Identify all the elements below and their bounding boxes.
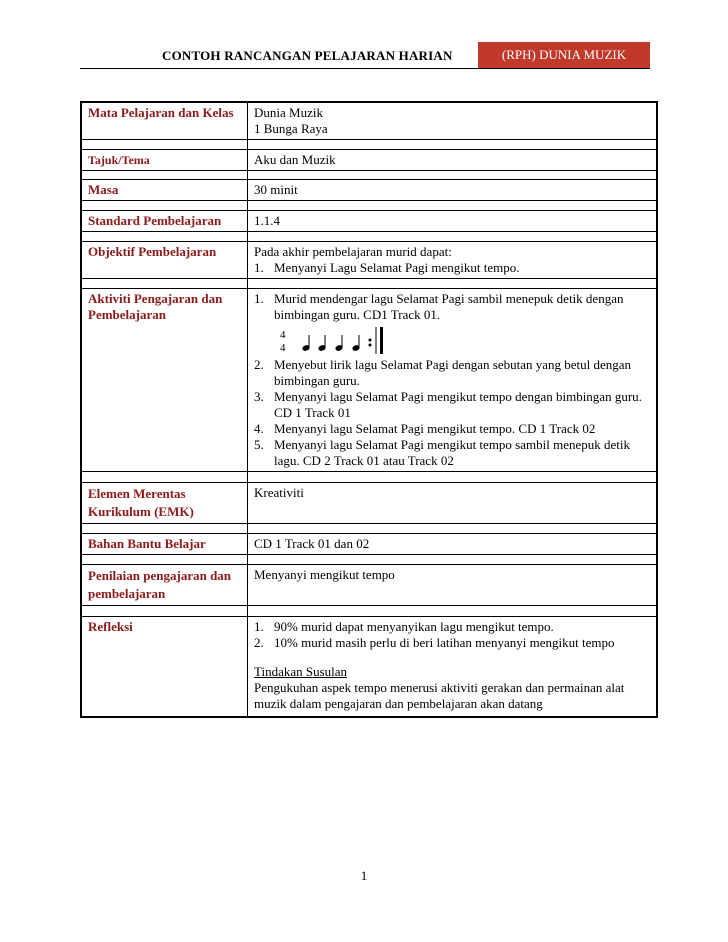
list-item: 5. Menyanyi lagu Selamat Pagi mengikut tempo sambil menepuk detik lagu. CD 2 Track 01 atau Track 02 (254, 437, 630, 468)
time-signature-bottom: 4 (280, 342, 286, 354)
list-item: 1. Murid mendengar lagu Selamat Pagi sambil menepuk detik dengan bimbingan guru. CD1 Track 01. (254, 291, 624, 322)
value-time: 30 minit (254, 182, 298, 197)
objective-intro: Pada akhir pembelajaran murid dapat: (254, 244, 452, 259)
list-item: 4. Menyanyi lagu Selamat Pagi mengikut tempo. CD 1 Track 02 (254, 421, 596, 436)
rhythm-notation-graphic (278, 323, 418, 357)
value-subject (248, 103, 656, 139)
row-reflection (82, 616, 656, 716)
label-subject: Mata Pelajaran dan Kelas (82, 103, 248, 139)
quarter-note-icon (318, 335, 326, 351)
quarter-note-icon (302, 335, 310, 351)
page-number: 1 (360, 868, 368, 883)
followup-heading: Tindakan Susulan (254, 664, 348, 679)
label-emk: Elemen Merentas Kurikulum (EMK) (82, 483, 248, 523)
header-rule (80, 68, 650, 69)
row-spacer (82, 278, 656, 288)
row-theme (82, 149, 656, 170)
row-time (82, 179, 656, 200)
list-item: 1. 90% murid dapat menyanyikan lagu mengikut tempo. (254, 619, 554, 634)
row-spacer (82, 471, 656, 482)
value-emk: Kreativiti (254, 485, 304, 500)
value-assessment: Menyanyi mengikut tempo (254, 567, 395, 582)
row-assessment (82, 564, 656, 605)
header-tag: (RPH) DUNIA MUZIK (478, 42, 650, 68)
list-item: 2. Menyebut lirik lagu Selamat Pagi dengan sebutan yang betul dengan bimbingan guru. (254, 357, 632, 388)
row-spacer (82, 523, 656, 533)
quarter-note-icon (335, 335, 343, 351)
label-theme: Tajuk/Tema (82, 150, 248, 170)
time-signature-top: 4 (280, 329, 286, 341)
row-materials (82, 533, 656, 554)
row-spacer (82, 200, 656, 210)
value-subject-line1: Dunia Muzik (254, 105, 323, 120)
row-objective (82, 241, 656, 278)
list-item: 3. Menyanyi lagu Selamat Pagi mengikut tempo dengan bimbingan guru. CD 1 Track 01 (254, 389, 642, 420)
value-activity (248, 289, 656, 471)
rhythm-notation (254, 323, 650, 357)
label-activity: Aktiviti Pengajaran dan Pembelajaran (82, 289, 248, 471)
value-theme: Aku dan Muzik (254, 152, 336, 167)
label-standard: Standard Pembelajaran (82, 211, 248, 231)
label-materials: Bahan Bantu Belajar (82, 534, 248, 554)
followup-text: Pengukuhan aspek tempo menerusi aktiviti gerakan dan permainan alat muzik dalam pengajaran dan pembelajaran akan datang (254, 680, 625, 711)
label-assessment: Penilaian pengajaran dan pembelajaran (82, 565, 248, 605)
reflection-list (254, 619, 650, 651)
value-subject-line2: 1 Bunga Raya (254, 121, 328, 136)
row-spacer (82, 605, 656, 616)
page-header (80, 40, 650, 70)
rph-table (80, 101, 658, 718)
objective-list (254, 260, 650, 276)
document-title: CONTOH RANCANGAN PELAJARAN HARIAN (162, 48, 453, 63)
label-time: Masa (82, 180, 248, 200)
row-subject (82, 103, 656, 139)
activity-list-continued (254, 357, 650, 469)
value-reflection (248, 617, 656, 716)
label-objective: Objektif Pembelajaran (82, 242, 248, 278)
list-item: 1. Menyanyi Lagu Selamat Pagi mengikut tempo. (254, 260, 520, 275)
quarter-note-icon (352, 335, 360, 351)
row-standard (82, 210, 656, 231)
row-spacer (82, 554, 656, 564)
list-item: 2. 10% murid masih perlu di beri latihan menyanyi mengikut tempo (254, 635, 615, 650)
row-spacer (82, 170, 656, 179)
value-materials: CD 1 Track 01 dan 02 (254, 536, 370, 551)
repeat-sign-icon (369, 327, 383, 354)
label-reflection: Refleksi (82, 617, 248, 716)
row-emk (82, 482, 656, 523)
value-objective (248, 242, 656, 278)
row-spacer (82, 139, 656, 149)
value-standard: 1.1.4 (254, 213, 280, 228)
row-activity (82, 288, 656, 471)
row-spacer (82, 231, 656, 241)
activity-list (254, 291, 650, 323)
